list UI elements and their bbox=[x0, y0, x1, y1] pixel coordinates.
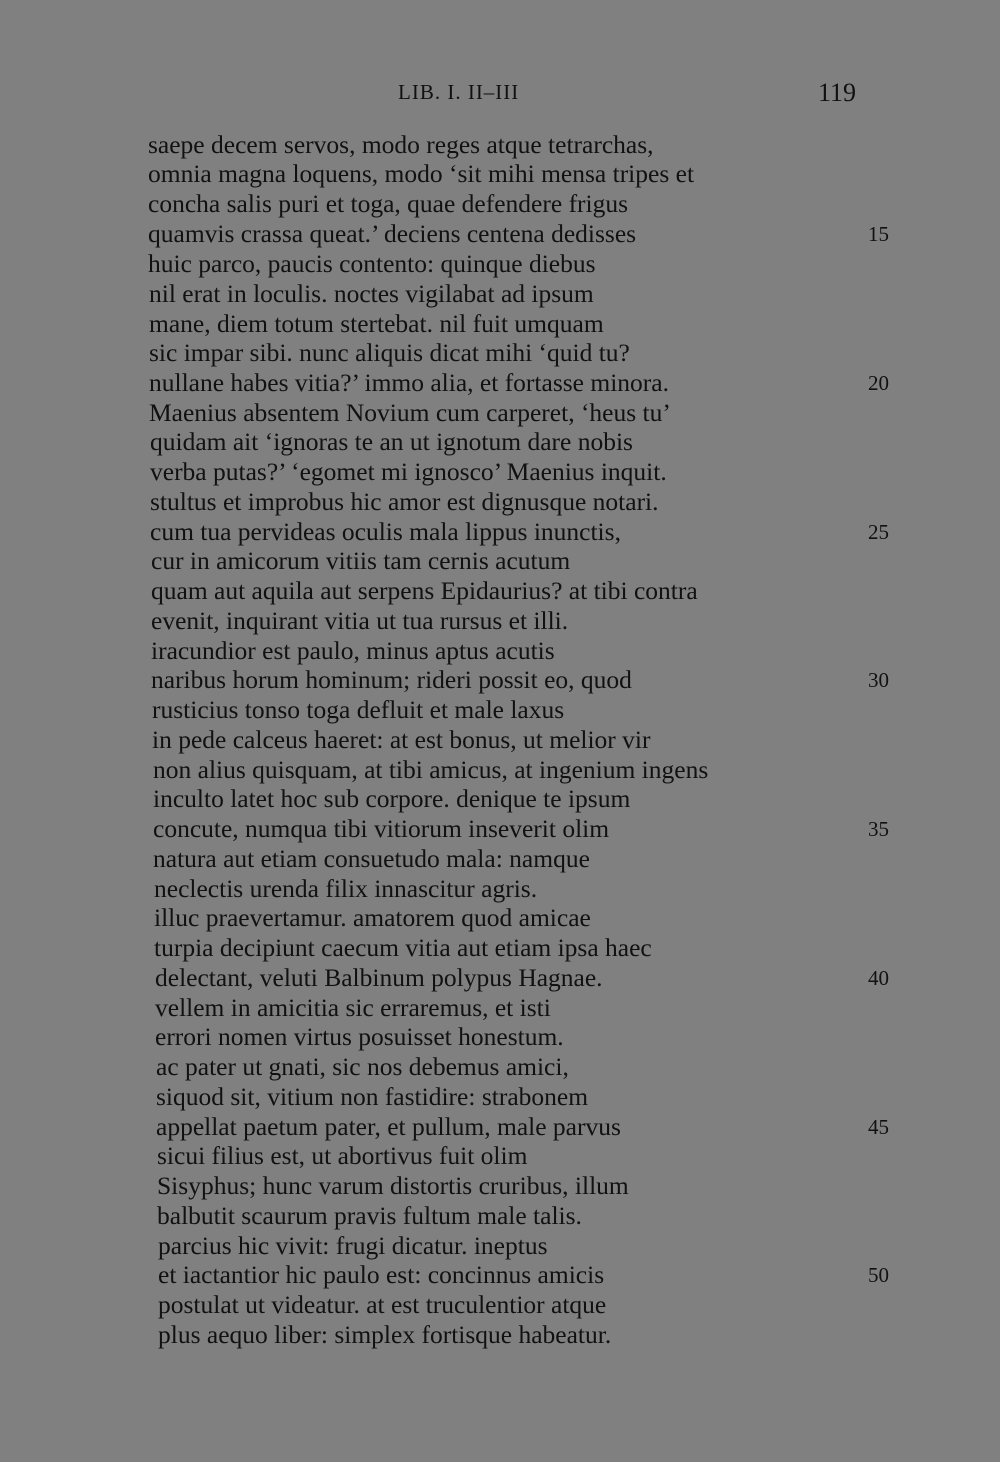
verse-line: quidam ait ‘ignoras te an ut ignotum dare nobis bbox=[150, 427, 633, 456]
verse-line: non alius quisquam, at tibi amicus, at ingenium ingens bbox=[153, 755, 709, 784]
verse-line: errori nomen virtus posuisset honestum. bbox=[155, 1022, 564, 1051]
verse-line: quamvis crassa queat.’ deciens centena dedisses bbox=[148, 219, 637, 248]
verse-line: rusticius tonso toga defluit et male laxus bbox=[152, 695, 565, 724]
line-number: 30 bbox=[868, 668, 889, 692]
verse-line: concha salis puri et toga, quae defendere frigus bbox=[148, 189, 629, 218]
verse-line: stultus et improbus hic amor est dignusque notari. bbox=[150, 487, 659, 516]
verse-line: plus aequo liber: simplex fortisque habeatur. bbox=[158, 1320, 612, 1349]
verse-line: postulat ut videatur. at est truculentior atque bbox=[158, 1290, 607, 1319]
verse-line: et iactantior hic paulo est: concinnus amicis bbox=[158, 1260, 605, 1289]
line-number: 15 bbox=[868, 222, 889, 246]
verse-line: mane, diem totum stertebat. nil fuit umquam bbox=[149, 309, 604, 338]
running-head: LIB. I. II–III bbox=[398, 80, 520, 104]
verse-line: cum tua pervideas oculis mala lippus inunctis, bbox=[150, 517, 621, 546]
verse-line: natura aut etiam consuetudo mala: namque bbox=[153, 844, 590, 873]
verse-line: turpia decipiunt caecum vitia aut etiam ipsa haec bbox=[154, 933, 652, 962]
verse-line: Maenius absentem Novium cum carperet, ‘heus tu’ bbox=[149, 398, 671, 427]
verse-line: inculto latet hoc sub corpore. denique te ipsum bbox=[153, 784, 631, 813]
verse-line: nullane habes vitia?’ immo alia, et fortasse minora. bbox=[149, 368, 669, 397]
verse-line: Sisyphus; hunc varum distortis cruribus, illum bbox=[157, 1171, 629, 1200]
verse-line: sic impar sibi. nunc aliquis dicat mihi ‘quid tu? bbox=[149, 338, 630, 367]
verse-line: naribus horum hominum; rideri possit eo, quod bbox=[151, 665, 632, 694]
verse-line: vellem in amicitia sic erraremus, et isti bbox=[155, 993, 551, 1022]
verse-line: delectant, veluti Balbinum polypus Hagnae. bbox=[155, 963, 603, 992]
verse-line: in pede calceus haeret: at est bonus, ut melior vir bbox=[152, 725, 651, 754]
verse-line: illuc praevertamur. amatorem quod amicae bbox=[154, 903, 591, 932]
verse-line: parcius hic vivit: frugi dicatur. ineptus bbox=[158, 1231, 548, 1260]
verse-line: nil erat in loculis. noctes vigilabat ad ipsum bbox=[149, 279, 594, 308]
line-number: 20 bbox=[868, 371, 889, 395]
page-number: 119 bbox=[818, 78, 857, 107]
verse-line: ac pater ut gnati, sic nos debemus amici, bbox=[156, 1052, 569, 1081]
line-number: 25 bbox=[868, 520, 889, 544]
line-number: 35 bbox=[868, 817, 889, 841]
verse-line: concute, numqua tibi vitiorum inseverit olim bbox=[153, 814, 610, 843]
verse-line: appellat paetum pater, et pullum, male parvus bbox=[156, 1112, 621, 1141]
verse-line: huic parco, paucis contento: quinque diebus bbox=[148, 249, 596, 278]
verse-line: iracundior est paulo, minus aptus acutis bbox=[151, 636, 555, 665]
verse-line: neclectis urenda filix innascitur agris. bbox=[154, 874, 538, 903]
verse-line: balbutit scaurum pravis fultum male talis. bbox=[157, 1201, 582, 1230]
line-number: 45 bbox=[868, 1115, 889, 1139]
verse-line: evenit, inquirant vitia ut tua rursus et illi. bbox=[151, 606, 569, 635]
verse-line: saepe decem servos, modo reges atque tetrarchas, bbox=[148, 130, 654, 159]
verse-line: omnia magna loquens, modo ‘sit mihi mensa tripes et bbox=[148, 159, 695, 188]
line-number: 40 bbox=[868, 966, 889, 990]
verse-line: verba putas?’ ‘egomet mi ignosco’ Maenius inquit. bbox=[150, 457, 667, 486]
verse-line: quam aut aquila aut serpens Epidaurius? at tibi contra bbox=[151, 576, 698, 605]
line-number: 50 bbox=[868, 1263, 889, 1287]
verse-line: cur in amicorum vitiis tam cernis acutum bbox=[151, 546, 571, 575]
verse-line: sicui filius est, ut abortivus fuit olim bbox=[157, 1141, 528, 1170]
verse-line: siquod sit, vitium non fastidire: strabonem bbox=[156, 1082, 589, 1111]
